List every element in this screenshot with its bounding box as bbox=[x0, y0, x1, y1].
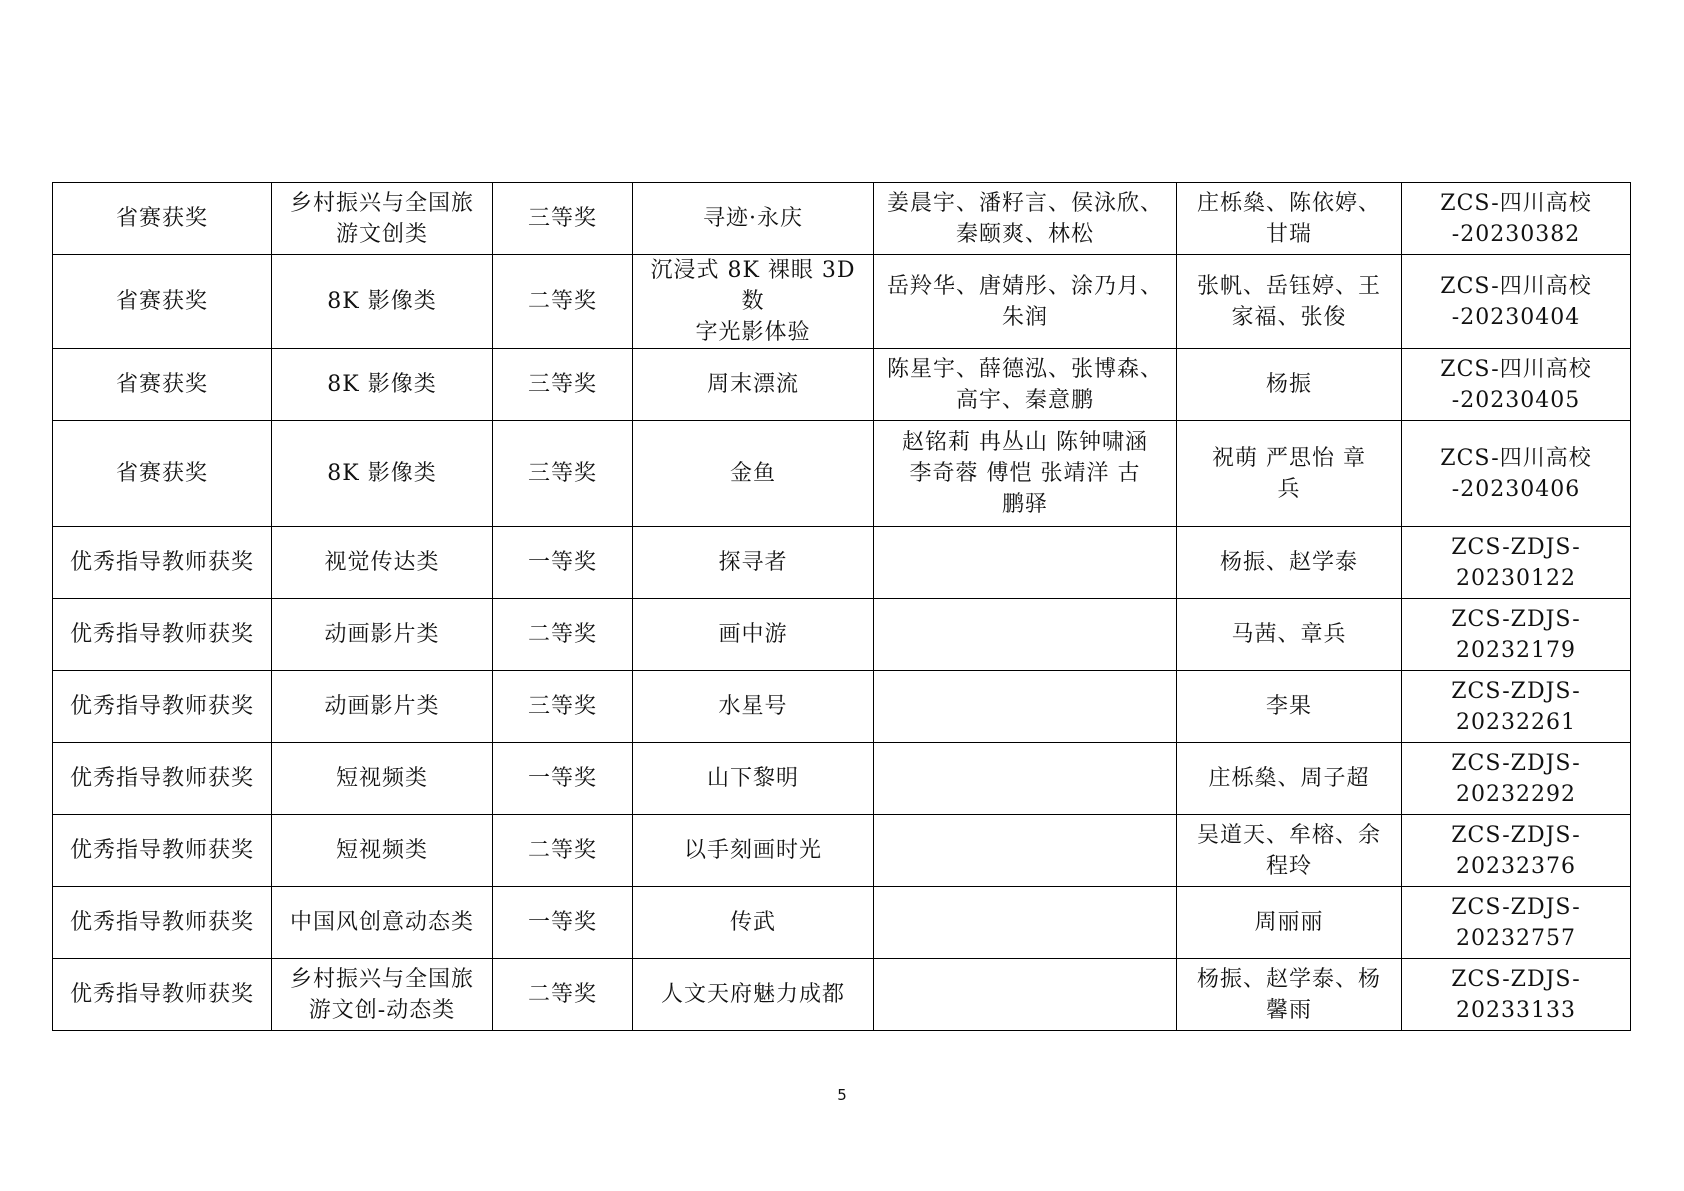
cell-prize: 二等奖 bbox=[493, 255, 633, 349]
cell-prize: 三等奖 bbox=[493, 183, 633, 255]
cell-track: 中国风创意动态类 bbox=[272, 887, 493, 959]
cell-code: ZCS-四川高校 -20230382 bbox=[1402, 183, 1631, 255]
awards-table bbox=[52, 182, 1631, 1031]
cell-track: 乡村振兴与全国旅 游文创类 bbox=[272, 183, 493, 255]
cell-teachers: 祝萌 严思怡 章 兵 bbox=[1177, 421, 1402, 527]
awards-table-body bbox=[53, 183, 1631, 1031]
cell-teachers: 吴道天、牟榕、余 程玲 bbox=[1177, 815, 1402, 887]
cell-track: 动画影片类 bbox=[272, 671, 493, 743]
table-row bbox=[53, 743, 1631, 815]
cell-track: 8K 影像类 bbox=[272, 421, 493, 527]
cell-members bbox=[874, 671, 1177, 743]
cell-members bbox=[874, 527, 1177, 599]
cell-category: 优秀指导教师获奖 bbox=[53, 671, 272, 743]
cell-category: 优秀指导教师获奖 bbox=[53, 887, 272, 959]
cell-code: ZCS-ZDJS-20232757 bbox=[1402, 887, 1631, 959]
cell-members bbox=[874, 887, 1177, 959]
cell-members: 岳羚华、唐婧彤、涂乃月、 朱润 bbox=[874, 255, 1177, 349]
table-row bbox=[53, 887, 1631, 959]
cell-work: 山下黎明 bbox=[633, 743, 874, 815]
cell-work: 人文天府魅力成都 bbox=[633, 959, 874, 1031]
cell-category: 优秀指导教师获奖 bbox=[53, 959, 272, 1031]
cell-code: ZCS-ZDJS-20232292 bbox=[1402, 743, 1631, 815]
cell-category: 优秀指导教师获奖 bbox=[53, 599, 272, 671]
cell-teachers: 杨振、赵学泰 bbox=[1177, 527, 1402, 599]
cell-work: 传武 bbox=[633, 887, 874, 959]
cell-work: 画中游 bbox=[633, 599, 874, 671]
cell-teachers: 杨振、赵学泰、杨 馨雨 bbox=[1177, 959, 1402, 1031]
cell-members bbox=[874, 815, 1177, 887]
cell-prize: 一等奖 bbox=[493, 527, 633, 599]
cell-teachers: 马茜、章兵 bbox=[1177, 599, 1402, 671]
table-row bbox=[53, 815, 1631, 887]
cell-track: 乡村振兴与全国旅 游文创-动态类 bbox=[272, 959, 493, 1031]
cell-members: 姜晨宇、潘籽言、侯泳欣、 秦颐爽、林松 bbox=[874, 183, 1177, 255]
cell-members: 陈星宇、薛德泓、张博森、 高宇、秦意鹏 bbox=[874, 349, 1177, 421]
cell-category: 省赛获奖 bbox=[53, 421, 272, 527]
cell-work: 探寻者 bbox=[633, 527, 874, 599]
cell-work: 周末漂流 bbox=[633, 349, 874, 421]
cell-teachers: 杨振 bbox=[1177, 349, 1402, 421]
cell-track: 动画影片类 bbox=[272, 599, 493, 671]
cell-teachers: 庄栎燊、陈依婷、 甘瑞 bbox=[1177, 183, 1402, 255]
table-row bbox=[53, 255, 1631, 349]
cell-category: 省赛获奖 bbox=[53, 183, 272, 255]
cell-work: 金鱼 bbox=[633, 421, 874, 527]
table-row bbox=[53, 671, 1631, 743]
cell-code: ZCS-四川高校 -20230405 bbox=[1402, 349, 1631, 421]
cell-code: ZCS-四川高校 -20230406 bbox=[1402, 421, 1631, 527]
cell-code: ZCS-ZDJS-20232261 bbox=[1402, 671, 1631, 743]
cell-work: 以手刻画时光 bbox=[633, 815, 874, 887]
cell-prize: 一等奖 bbox=[493, 887, 633, 959]
cell-code: ZCS-ZDJS-20230122 bbox=[1402, 527, 1631, 599]
cell-teachers: 周丽丽 bbox=[1177, 887, 1402, 959]
table-row bbox=[53, 349, 1631, 421]
cell-work: 水星号 bbox=[633, 671, 874, 743]
cell-track: 视觉传达类 bbox=[272, 527, 493, 599]
cell-prize: 二等奖 bbox=[493, 599, 633, 671]
cell-track: 短视频类 bbox=[272, 743, 493, 815]
cell-prize: 一等奖 bbox=[493, 743, 633, 815]
cell-prize: 二等奖 bbox=[493, 815, 633, 887]
cell-prize: 三等奖 bbox=[493, 349, 633, 421]
cell-code: ZCS-ZDJS-20232376 bbox=[1402, 815, 1631, 887]
cell-members: 赵铭莉 冉丛山 陈钟啸涵 李奇蓉 傅恺 张靖洋 古 鹏驿 bbox=[874, 421, 1177, 527]
table-row bbox=[53, 959, 1631, 1031]
cell-teachers: 张帆、岳钰婷、王 家福、张俊 bbox=[1177, 255, 1402, 349]
cell-prize: 三等奖 bbox=[493, 671, 633, 743]
cell-members bbox=[874, 599, 1177, 671]
cell-code: ZCS-ZDJS-20232179 bbox=[1402, 599, 1631, 671]
cell-teachers: 庄栎燊、周子超 bbox=[1177, 743, 1402, 815]
cell-category: 省赛获奖 bbox=[53, 255, 272, 349]
table-row bbox=[53, 527, 1631, 599]
cell-members bbox=[874, 959, 1177, 1031]
cell-code: ZCS-ZDJS-20233133 bbox=[1402, 959, 1631, 1031]
table-row bbox=[53, 183, 1631, 255]
cell-track: 8K 影像类 bbox=[272, 255, 493, 349]
cell-work: 沉浸式 8K 裸眼 3D 数 字光影体验 bbox=[633, 255, 874, 349]
cell-track: 8K 影像类 bbox=[272, 349, 493, 421]
cell-code: ZCS-四川高校 -20230404 bbox=[1402, 255, 1631, 349]
cell-work: 寻迹·永庆 bbox=[633, 183, 874, 255]
table-row bbox=[53, 421, 1631, 527]
cell-prize: 二等奖 bbox=[493, 959, 633, 1031]
page-number: 5 bbox=[837, 1086, 847, 1104]
cell-track: 短视频类 bbox=[272, 815, 493, 887]
cell-category: 优秀指导教师获奖 bbox=[53, 815, 272, 887]
cell-teachers: 李果 bbox=[1177, 671, 1402, 743]
cell-category: 省赛获奖 bbox=[53, 349, 272, 421]
cell-members bbox=[874, 743, 1177, 815]
cell-prize: 三等奖 bbox=[493, 421, 633, 527]
table-row bbox=[53, 599, 1631, 671]
cell-category: 优秀指导教师获奖 bbox=[53, 743, 272, 815]
cell-category: 优秀指导教师获奖 bbox=[53, 527, 272, 599]
